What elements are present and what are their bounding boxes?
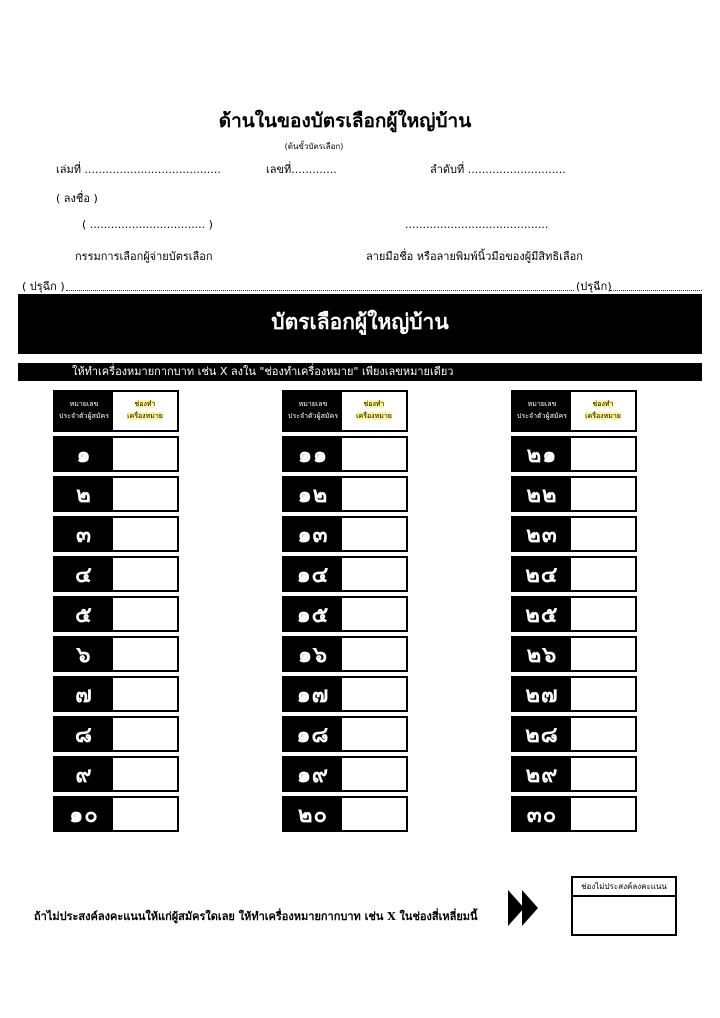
mark-box[interactable] [571,718,635,750]
column-header [53,390,179,432]
candidate-row [53,796,179,832]
header-number: หมายเลข ประจำตัวผู้สมัคร [517,400,567,420]
candidate-row [511,596,637,632]
no-vote-box [571,876,677,936]
mark-box[interactable] [342,798,406,830]
candidate-number: ๒๘ [525,722,559,748]
mark-box[interactable] [571,438,635,470]
candidate-column-2 [282,390,408,832]
candidate-column-3 [511,390,637,832]
candidate-number: ๒ [76,482,92,508]
candidate-number: ๕ [75,602,93,628]
column-header [282,390,408,432]
mark-box[interactable] [113,518,177,550]
candidate-number: ๑๔ [296,562,330,588]
mark-box[interactable] [342,598,406,630]
mark-box[interactable] [342,718,406,750]
candidate-number: ๑๖ [298,642,328,668]
mark-box[interactable] [571,558,635,590]
candidate-row [511,636,637,672]
mark-box[interactable] [571,478,635,510]
mark-box[interactable] [342,758,406,790]
ballot-title: บัตรเลือกผู้ใหญ่บ้าน [18,294,702,354]
candidate-row [53,436,179,472]
candidate-column-1 [53,390,179,832]
mark-box[interactable] [113,718,177,750]
candidate-number: ๒๒ [526,482,558,508]
candidate-row [282,676,408,712]
candidate-row [282,756,408,792]
sequence-number: ลำดับที่ ............................ [430,163,566,176]
candidate-number: ๖ [76,642,92,668]
candidate-row [53,756,179,792]
candidate-row [282,476,408,512]
instruction-text: ให้ทำเครื่องหมายกากบาท เช่น X ลงใน "ช่องทำเครื่องหมาย" เพียงเลขหมายเดียว [72,365,454,378]
mark-box[interactable] [571,598,635,630]
mark-box[interactable] [342,558,406,590]
mark-box[interactable] [113,558,177,590]
candidate-number: ๑๘ [296,722,330,748]
candidate-number: ๓ [75,522,93,548]
candidate-number: ๒๗ [525,682,559,708]
mark-box[interactable] [342,518,406,550]
candidate-row [282,436,408,472]
mark-box[interactable] [113,678,177,710]
mark-box[interactable] [113,798,177,830]
book-number: เล่มที่ ....................................... [56,163,221,176]
mark-box[interactable] [571,758,635,790]
tear-line-right [610,290,702,291]
mark-box[interactable] [113,758,177,790]
candidate-number: ๒๑ [526,442,558,468]
no-vote-mark-box[interactable] [573,897,675,934]
candidate-row [282,716,408,752]
mark-box[interactable] [342,678,406,710]
tear-left-label: ( ปรุฉีก ) [22,280,65,293]
candidate-row [511,756,637,792]
candidate-row [511,556,637,592]
mark-box[interactable] [342,638,406,670]
mark-box[interactable] [113,598,177,630]
candidate-row [53,636,179,672]
voter-label: ลายมือชื่อ หรือลายพิมพ์นิ้วมือของผู้มีสิทธิเลือก [366,250,583,263]
candidate-number: ๒๙ [525,762,559,788]
candidate-number: ๒๐ [298,802,328,828]
candidate-number: ๑ [76,442,92,468]
official-label: กรรมการเลือกผู้จ่ายบัตรเลือก [75,250,213,263]
candidate-number: ๒๖ [526,642,558,668]
mark-box[interactable] [113,438,177,470]
candidate-number: ๔ [75,562,93,588]
no-vote-label: ช่องไม่ประสงค์ลงคะแนน [573,878,675,897]
tear-line [66,290,574,291]
candidate-row [53,676,179,712]
mark-box[interactable] [571,678,635,710]
mark-box[interactable] [571,798,635,830]
double-arrow-right-icon [508,890,540,926]
candidate-number: ๑๗ [296,682,330,708]
candidate-number: ๑๐ [69,802,99,828]
candidate-row [511,476,637,512]
candidate-number: ๒๕ [525,602,559,628]
official-name-line: ( ................................. ) [82,218,213,231]
ballot-number: เลขที่............. [266,163,337,176]
header-mark: ช่องทำ เครื่องหมาย [571,392,635,430]
stub-subtitle: (ต้นขั้วบัตรเลือก) [284,142,344,151]
mark-box[interactable] [342,478,406,510]
candidate-number: ๑๒ [297,482,329,508]
candidate-row [511,716,637,752]
candidate-number: ๑๓ [297,522,329,548]
header-mark: ช่องทำ เครื่องหมาย [113,392,177,430]
candidate-row [53,716,179,752]
candidate-number: ๒๓ [526,522,558,548]
mark-box[interactable] [113,478,177,510]
candidate-number: ๑๙ [296,762,330,788]
signature-label: ( ลงชื่อ ) [56,192,98,205]
form-title: ด้านในของบัตรเลือกผู้ใหญ่บ้าน [218,110,472,132]
candidate-row [511,796,637,832]
candidate-row [511,436,637,472]
candidate-row [511,676,637,712]
candidate-number: ๙ [75,762,93,788]
candidate-row [53,516,179,552]
mark-box[interactable] [571,518,635,550]
no-vote-instruction: ถ้าไม่ประสงค์ลงคะแนนให้แก่ผู้สมัครใดเลย ให้ทำเครื่องหมายกากบาท เช่น X ในช่องสี่เหลี่ยมนี้ [34,910,478,923]
candidate-row [282,796,408,832]
candidate-row [53,596,179,632]
candidate-row [282,596,408,632]
header-number: หมายเลข ประจำตัวผู้สมัคร [288,400,338,420]
mark-box[interactable] [571,638,635,670]
voter-sign-line: ......................................... [405,218,549,231]
candidate-row [53,556,179,592]
mark-box[interactable] [113,638,177,670]
candidate-number: ๑๕ [296,602,330,628]
candidate-row [511,516,637,552]
instruction-bar [18,363,702,381]
candidate-row [282,516,408,552]
candidate-number: ๑๑ [298,442,328,468]
header-mark: ช่องทำ เครื่องหมาย [342,392,406,430]
candidate-number: ๓๐ [526,802,558,828]
candidate-number: ๗ [75,682,93,708]
candidate-row [282,556,408,592]
candidate-row [282,636,408,672]
candidate-number: ๘ [75,722,93,748]
column-header [511,390,637,432]
candidate-number: ๒๔ [525,562,559,588]
candidate-row [53,476,179,512]
mark-box[interactable] [342,438,406,470]
header-number: หมายเลข ประจำตัวผู้สมัคร [59,400,109,420]
tear-right-label: (ปรุฉีก) [576,280,612,293]
